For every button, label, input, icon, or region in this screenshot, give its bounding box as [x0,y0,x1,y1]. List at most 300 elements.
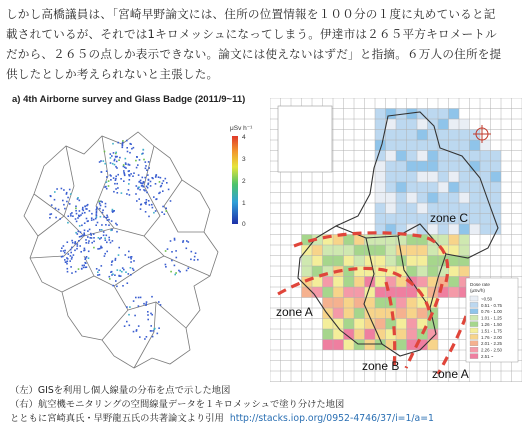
dose-dot [77,245,79,247]
inset-box [278,106,332,172]
dose-dot [63,189,65,191]
dose-dot [91,213,93,215]
dose-dot [108,185,110,187]
dose-dot [55,217,57,219]
dose-dot [83,232,85,234]
dose-dot [183,240,185,242]
dose-dot [158,193,160,195]
mesh-cell [470,151,481,162]
dose-dot [147,187,149,189]
mesh-cell [428,256,439,267]
dose-dot [115,258,117,260]
mesh-cell [428,245,439,256]
mesh-cell [480,214,491,225]
dose-dot [49,217,51,219]
dose-dot [97,271,99,273]
dose-dot [114,160,116,162]
dose-dot [60,250,62,252]
dose-dot [99,161,101,163]
legend-label: 0.76 - 1.00 [481,309,502,315]
dose-dot [115,259,117,261]
legend-label: ~0.50 [481,296,493,302]
dose-dot [129,179,131,181]
dose-dot [97,222,99,224]
dose-dot [82,207,84,209]
dose-dot [166,182,168,184]
dose-dot [93,247,95,249]
mesh-cell [375,214,386,225]
dose-dot [133,172,135,174]
mesh-cell [333,277,344,288]
dose-dot [106,170,108,172]
dose-dot [112,163,114,165]
mesh-cell [354,245,365,256]
mesh-cell [344,340,355,351]
colorbar-unit: μSv h⁻¹ [230,125,253,132]
dose-dot [145,161,147,163]
dose-dot [99,203,101,205]
mesh-cell [396,140,407,151]
dose-dot [100,160,102,162]
mesh-cell [396,340,407,351]
dose-dot [136,200,138,202]
dose-dot [124,325,126,327]
dose-dot [197,259,199,261]
dose-dot [159,181,161,183]
legend-label: 2.51 ~ [481,354,494,359]
dose-dot [148,167,150,169]
mesh-cell [386,182,397,193]
colorbar-tick-0: 0 [242,221,246,228]
zone-b-label: zone B [362,359,400,373]
mesh-cell [396,130,407,141]
mesh-cell [407,308,418,319]
legend-label: 0.51 - 0.75 [481,302,502,308]
dose-dot [165,208,167,210]
dose-dot [75,218,77,220]
mesh-cell [449,235,460,246]
dose-dot [106,251,108,253]
dose-dot [105,224,107,226]
mesh-cell [417,277,428,288]
dose-dot [114,274,116,276]
dose-dot [195,252,197,254]
dose-dot [134,315,136,317]
dose-dot [68,253,70,255]
dose-dot [135,297,137,299]
mesh-cell [344,235,355,246]
dose-dot [170,200,172,202]
mesh-cell [375,277,386,288]
mesh-cell [417,151,428,162]
dose-dot [161,211,163,213]
dose-dot [85,262,87,264]
dose-dot [132,268,134,270]
dose-dot [104,186,106,188]
mesh-cell [407,245,418,256]
dose-dot [113,152,115,154]
dose-dot [123,172,125,174]
dose-dot [64,259,66,261]
dose-dot [152,336,154,338]
dose-dot [97,274,99,276]
dose-dot [56,188,58,190]
dose-dot [119,275,121,277]
dose-dot [78,240,80,242]
dose-dot [70,193,72,195]
dose-dot [119,270,121,272]
dose-dot [106,181,108,183]
dose-dot [116,167,118,169]
dose-dot [128,314,130,316]
dose-dot [130,267,132,269]
mesh-cell [459,193,470,204]
caption-left: （左）GISを利用し個人線量の分布を点で示した地図 [10,385,231,396]
mesh-cell [417,266,428,277]
mesh-cell [396,119,407,130]
mesh-cell [449,172,460,183]
mesh-cell [354,329,365,340]
mesh-cell [344,277,355,288]
dose-dot [128,251,130,253]
dose-dot [138,181,140,183]
dose-dot [128,273,130,275]
mesh-cell [417,130,428,141]
mesh-cell [407,224,418,235]
dose-dot [104,237,106,239]
dose-dot [103,235,105,237]
mesh-cell [407,214,418,225]
dose-dot [85,242,87,244]
mesh-cell [438,109,449,120]
dose-dot [69,189,71,191]
mesh-cell [354,287,365,298]
dose-dot [93,237,95,239]
dose-dot [89,210,91,212]
dose-dot [93,233,95,235]
dose-dot [125,254,127,256]
dose-dot [64,252,66,254]
dose-dot [106,235,108,237]
dose-dot [71,272,73,274]
dose-dot [104,163,106,165]
intro-text [6,4,522,84]
figure-title: a) 4th Airborne survey and Glass Badge (2011/9~11) [12,94,246,105]
dose-dot [70,255,72,257]
dose-dot [152,178,154,180]
dose-dot [111,261,113,263]
dose-dot [144,177,146,179]
dose-dot [65,261,67,263]
dose-dot [54,199,56,201]
intro-line-2: 載されているが、それでは1キロメッシュになってしまう。伊達市は２６５平方キロメートル [6,27,497,41]
source-link[interactable]: http://stacks.iop.org/0952-4746/37/i=1/a=1 [229,413,434,424]
dose-dot [130,261,132,263]
mesh-cell [396,298,407,309]
mesh-cell [386,161,397,172]
mesh-cell [354,319,365,330]
dose-dot [78,268,80,270]
dose-dot [115,176,117,178]
dose-dot [194,256,196,258]
mesh-cell [428,266,439,277]
dose-dot [87,236,89,238]
dose-dot [88,257,90,259]
dose-dot [117,187,119,189]
mesh-cell [312,277,323,288]
dose-dot [147,174,149,176]
dose-dot [133,300,135,302]
dose-dot [63,204,65,206]
dose-dot [118,247,120,249]
intro-line-1: しかし高橋議員は、「宮崎早野論文には、住所の位置情報を１００分の１度に丸めていると記 [6,7,496,21]
mesh-cell [333,298,344,309]
dose-dot [151,296,153,298]
dose-dot [160,304,162,306]
mesh-cell [428,140,439,151]
legend-swatch [470,315,478,320]
dose-dot [109,239,111,241]
mesh-cell [459,130,470,141]
mesh-cell [470,203,481,214]
dose-dot [188,268,190,270]
mesh-cell [449,266,460,277]
legend-label: 2.01 - 2.25 [481,341,502,347]
dose-dot [71,240,73,242]
dose-dot [139,159,141,161]
dose-dot [106,188,108,190]
dose-dot [100,205,102,207]
mesh-cell [375,203,386,214]
dose-dot [176,257,178,259]
dose-dot [84,248,86,250]
left-dot-map [4,106,266,382]
mesh-cell [480,151,491,162]
dose-dot [76,248,78,250]
dose-dot [105,206,107,208]
mesh-cell [375,319,386,330]
dose-dot [110,242,112,244]
dose-dot [84,222,86,224]
dose-dot [153,212,155,214]
dose-dot [77,233,79,235]
dose-dot [126,193,128,195]
dose-dot [165,178,167,180]
dose-dot [165,250,167,252]
mesh-cell [417,193,428,204]
dose-dot [115,179,117,181]
mesh-cell [354,256,365,267]
dose-dot [171,251,173,253]
mesh-cell [302,287,313,298]
dose-dot [79,225,81,227]
dose-dot [85,267,87,269]
mesh-cell [312,256,323,267]
dose-dot [164,213,166,215]
dose-dot [188,241,190,243]
mesh-cell [375,119,386,130]
dose-dot [170,240,172,242]
dose-dot [102,209,104,211]
mesh-cell [417,182,428,193]
dose-dot [138,325,140,327]
mesh-cell [396,319,407,330]
mesh-cell [449,140,460,151]
legend-label: 1.26 - 1.50 [481,322,502,327]
mesh-cell [449,182,460,193]
mesh-cell [344,287,355,298]
dose-dot [64,250,66,252]
mesh-cell [375,287,386,298]
dose-dot [96,211,98,213]
dose-dot [146,186,148,188]
mesh-cell [333,287,344,298]
dose-dot [101,229,103,231]
dose-dot [106,242,108,244]
dose-dot [75,241,77,243]
dose-dot [79,200,81,202]
dose-dot [104,255,106,257]
mesh-cell [333,329,344,340]
dose-dot [105,203,107,205]
mesh-cell [470,182,481,193]
dose-dot [90,234,92,236]
mesh-cell [344,308,355,319]
dose-dot [78,231,80,233]
mesh-cell [438,193,449,204]
dose-dot [123,269,125,271]
dose-dot [110,179,112,181]
dose-dot [148,161,150,163]
dose-dot [125,271,127,273]
dose-dot [116,231,118,233]
dose-dot [103,231,105,233]
dose-dot [160,177,162,179]
dose-dot [150,185,152,187]
mesh-cell [333,340,344,351]
dose-dot [136,167,138,169]
dose-dot [151,204,153,206]
dose-dot [136,185,138,187]
dose-dot [111,264,113,266]
dose-dot [135,160,137,162]
dose-dot [75,210,77,212]
dose-dot [85,239,87,241]
dose-dot [155,199,157,201]
mesh-cell [396,172,407,183]
mesh-cell [480,224,491,235]
legend-swatch [470,322,478,327]
dose-dot [155,183,157,185]
dose-dot [88,251,90,253]
dose-dot [108,224,110,226]
dose-dot [85,257,87,259]
dose-dot [170,271,172,273]
dose-dot [64,208,66,210]
mesh-cell [428,109,439,120]
mesh-cell [428,193,439,204]
mesh-cell [407,172,418,183]
dose-dot [75,206,77,208]
dose-dot [161,183,163,185]
mesh-cell [407,130,418,141]
dose-dot [100,216,102,218]
mesh-cell [459,182,470,193]
dose-dot [80,251,82,253]
mesh-cell [449,277,460,288]
dose-dot [103,216,105,218]
dose-dot [128,164,130,166]
dose-dot [62,200,64,202]
mesh-cell [365,287,376,298]
dose-dot [122,285,124,287]
mesh-cell [438,161,449,172]
dose-dot [77,197,79,199]
dose-dot [127,151,129,153]
dose-dot [167,248,169,250]
dose-dot [69,203,71,205]
dose-dot [130,173,132,175]
legend-title-2: (μSv/h) [470,288,485,293]
dose-dot [82,265,84,267]
dose-dot [147,311,149,313]
mesh-cell [417,308,428,319]
caption-source [10,412,522,426]
dose-dot [137,164,139,166]
dose-dot [108,180,110,182]
dose-dot [194,259,196,261]
dose-dot [114,183,116,185]
dose-dot [110,153,112,155]
dose-dot [110,162,112,164]
mesh-cell [323,287,334,298]
dose-dot [152,207,154,209]
dose-dot [115,280,117,282]
mesh-cell [449,119,460,130]
dose-dot [110,157,112,159]
mesh-cell [407,256,418,267]
dose-dot [66,257,68,259]
figure [4,92,524,382]
dose-dot [101,265,103,267]
dose-dot [112,273,114,275]
mesh-cell [396,214,407,225]
dose-dot [79,245,81,247]
dose-dot [112,143,114,145]
dose-dot [175,272,177,274]
dose-dot [163,180,165,182]
dose-dot [138,297,140,299]
mesh-cell [323,245,334,256]
dose-dot [89,229,91,231]
dose-dot [61,247,63,249]
mesh-cell [312,245,323,256]
dose-dot [108,237,110,239]
legend-label: 2.26 - 2.50 [481,347,502,353]
mesh-cell [417,140,428,151]
dose-dot [93,241,95,243]
mesh-cell [323,298,334,309]
colorbar-tick-2: 2 [242,178,246,185]
dose-dot [106,176,108,178]
dose-dot [99,201,101,203]
dose-dot [143,159,145,161]
dose-dot [125,158,127,160]
mesh-cell [480,161,491,172]
dose-dot [186,270,188,272]
dose-dot [116,156,118,158]
dose-dot [67,271,69,273]
